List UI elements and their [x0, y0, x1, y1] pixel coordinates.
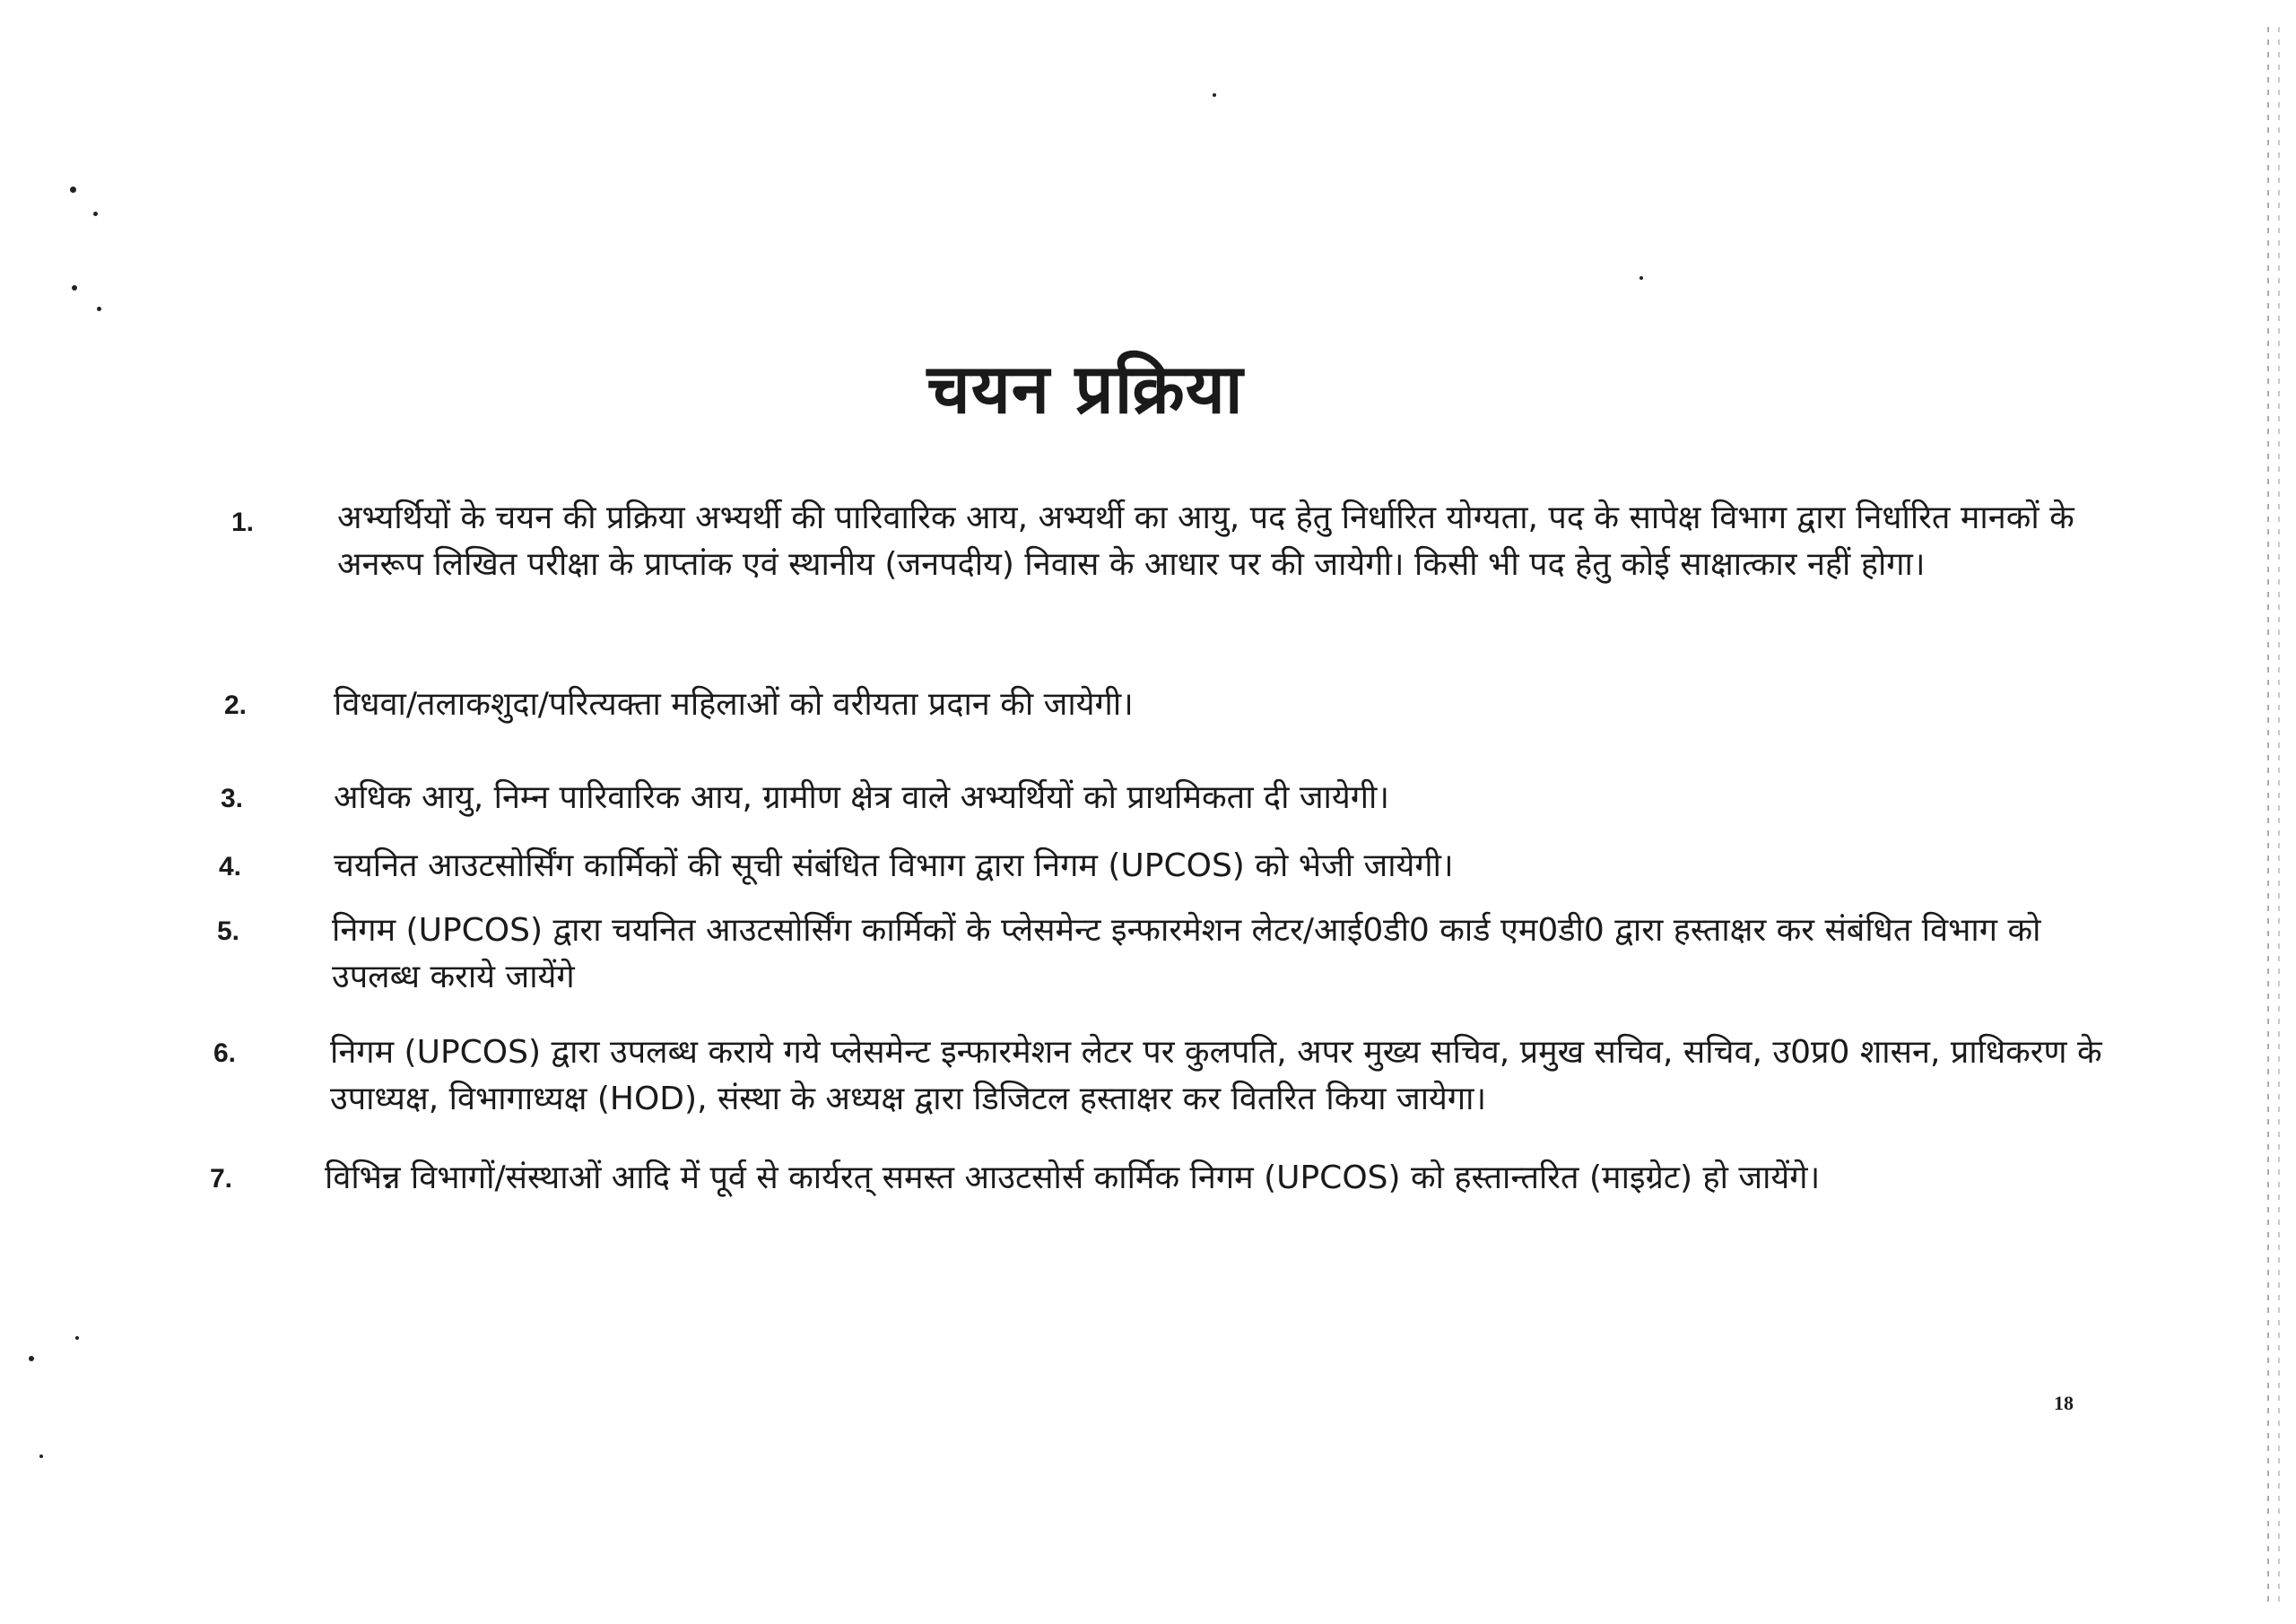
- item-number: 7.: [210, 1164, 233, 1194]
- item-number: 2.: [224, 690, 248, 720]
- scan-speck: [97, 307, 101, 311]
- item-text: निगम (UPCOS) द्वारा चयनित आउटसोर्सिंग कार्मिकों के प्लेसमेन्ट इन्फारमेशन लेटर/आई0डी0 कार्ड एम0डी0 द्वारा हस्ताक्षर कर संबंधित विभाग को उपलब्ध कराये जायेंगे: [332, 912, 2041, 995]
- item-text: निगम (UPCOS) द्वारा उपलब्ध कराये गये प्लेसमेन्ट इन्फारमेशन लेटर पर कुलपति, अपर मुख्य सचिव, प्रमुख सचिव, सचिव, उ0प्र0 शासन, प्राधिकरण के उपाध्यक्ष, विभागाध्यक्ष (HOD), संस्था के अध्यक्ष द्वारा डिजिटल हस्ताक्षर कर वितरित किया जायेगा।: [330, 1034, 2102, 1117]
- scan-speck: [72, 285, 77, 291]
- scan-speck: [75, 1336, 79, 1340]
- scan-speck: [29, 1356, 34, 1361]
- page-number: 18: [2054, 1392, 2074, 1414]
- item-text: अधिक आयु, निम्न पारिवारिक आय, ग्रामीण क्षेत्र वाले अभ्यर्थियों को प्राथमिकता दी जायेगी।: [334, 779, 1389, 816]
- scan-speck: [70, 187, 76, 193]
- page-title: चयन प्रक्रिया: [926, 349, 1244, 429]
- item-text: विधवा/तलाकशुदा/परित्यक्ता महिलाओं को वरीयता प्रदान की जायेगी।: [334, 686, 1134, 723]
- scan-speck: [1213, 93, 1216, 97]
- item-text: अभ्यर्थियों के चयन की प्रक्रिया अभ्यर्थी की पारिवारिक आय, अभ्यर्थी का आयु, पद हेतु निर्धारित योग्यता, पद के सापेक्ष विभाग द्वारा निर्धारित मानकों के अनरूप लिखित परीक्षा के प्राप्तांक एवं स्थानीय (जनपदीय) निवास के आधार पर की जायेगी। किसी भी पद हेतु कोई साक्षात्कार नहीं होगा।: [337, 499, 2074, 583]
- item-number: 3.: [221, 784, 244, 813]
- scan-speck: [93, 212, 98, 216]
- item-number: 4.: [219, 852, 242, 881]
- item-number: 6.: [213, 1038, 237, 1068]
- item-text: चयनित आउटसोर्सिंग कार्मिकों की सूची संबंधित विभाग द्वारा निगम (UPCOS) को भेजी जायेगी।: [334, 847, 1454, 884]
- page-edge-binding: [2267, 27, 2269, 1605]
- item-number: 5.: [217, 916, 240, 946]
- item-text: विभिन्न विभागों/संस्थाओं आदि में पूर्व से कार्यरत् समस्त आउटसोर्स कार्मिक निगम (UPCOS) को हस्तान्तरित (माइग्रेट) हो जायेंगे।: [325, 1159, 1821, 1196]
- item-number: 1.: [231, 508, 255, 537]
- scan-speck: [39, 1455, 43, 1458]
- scan-speck: [1639, 276, 1643, 280]
- page-edge-binding: [2278, 27, 2280, 1605]
